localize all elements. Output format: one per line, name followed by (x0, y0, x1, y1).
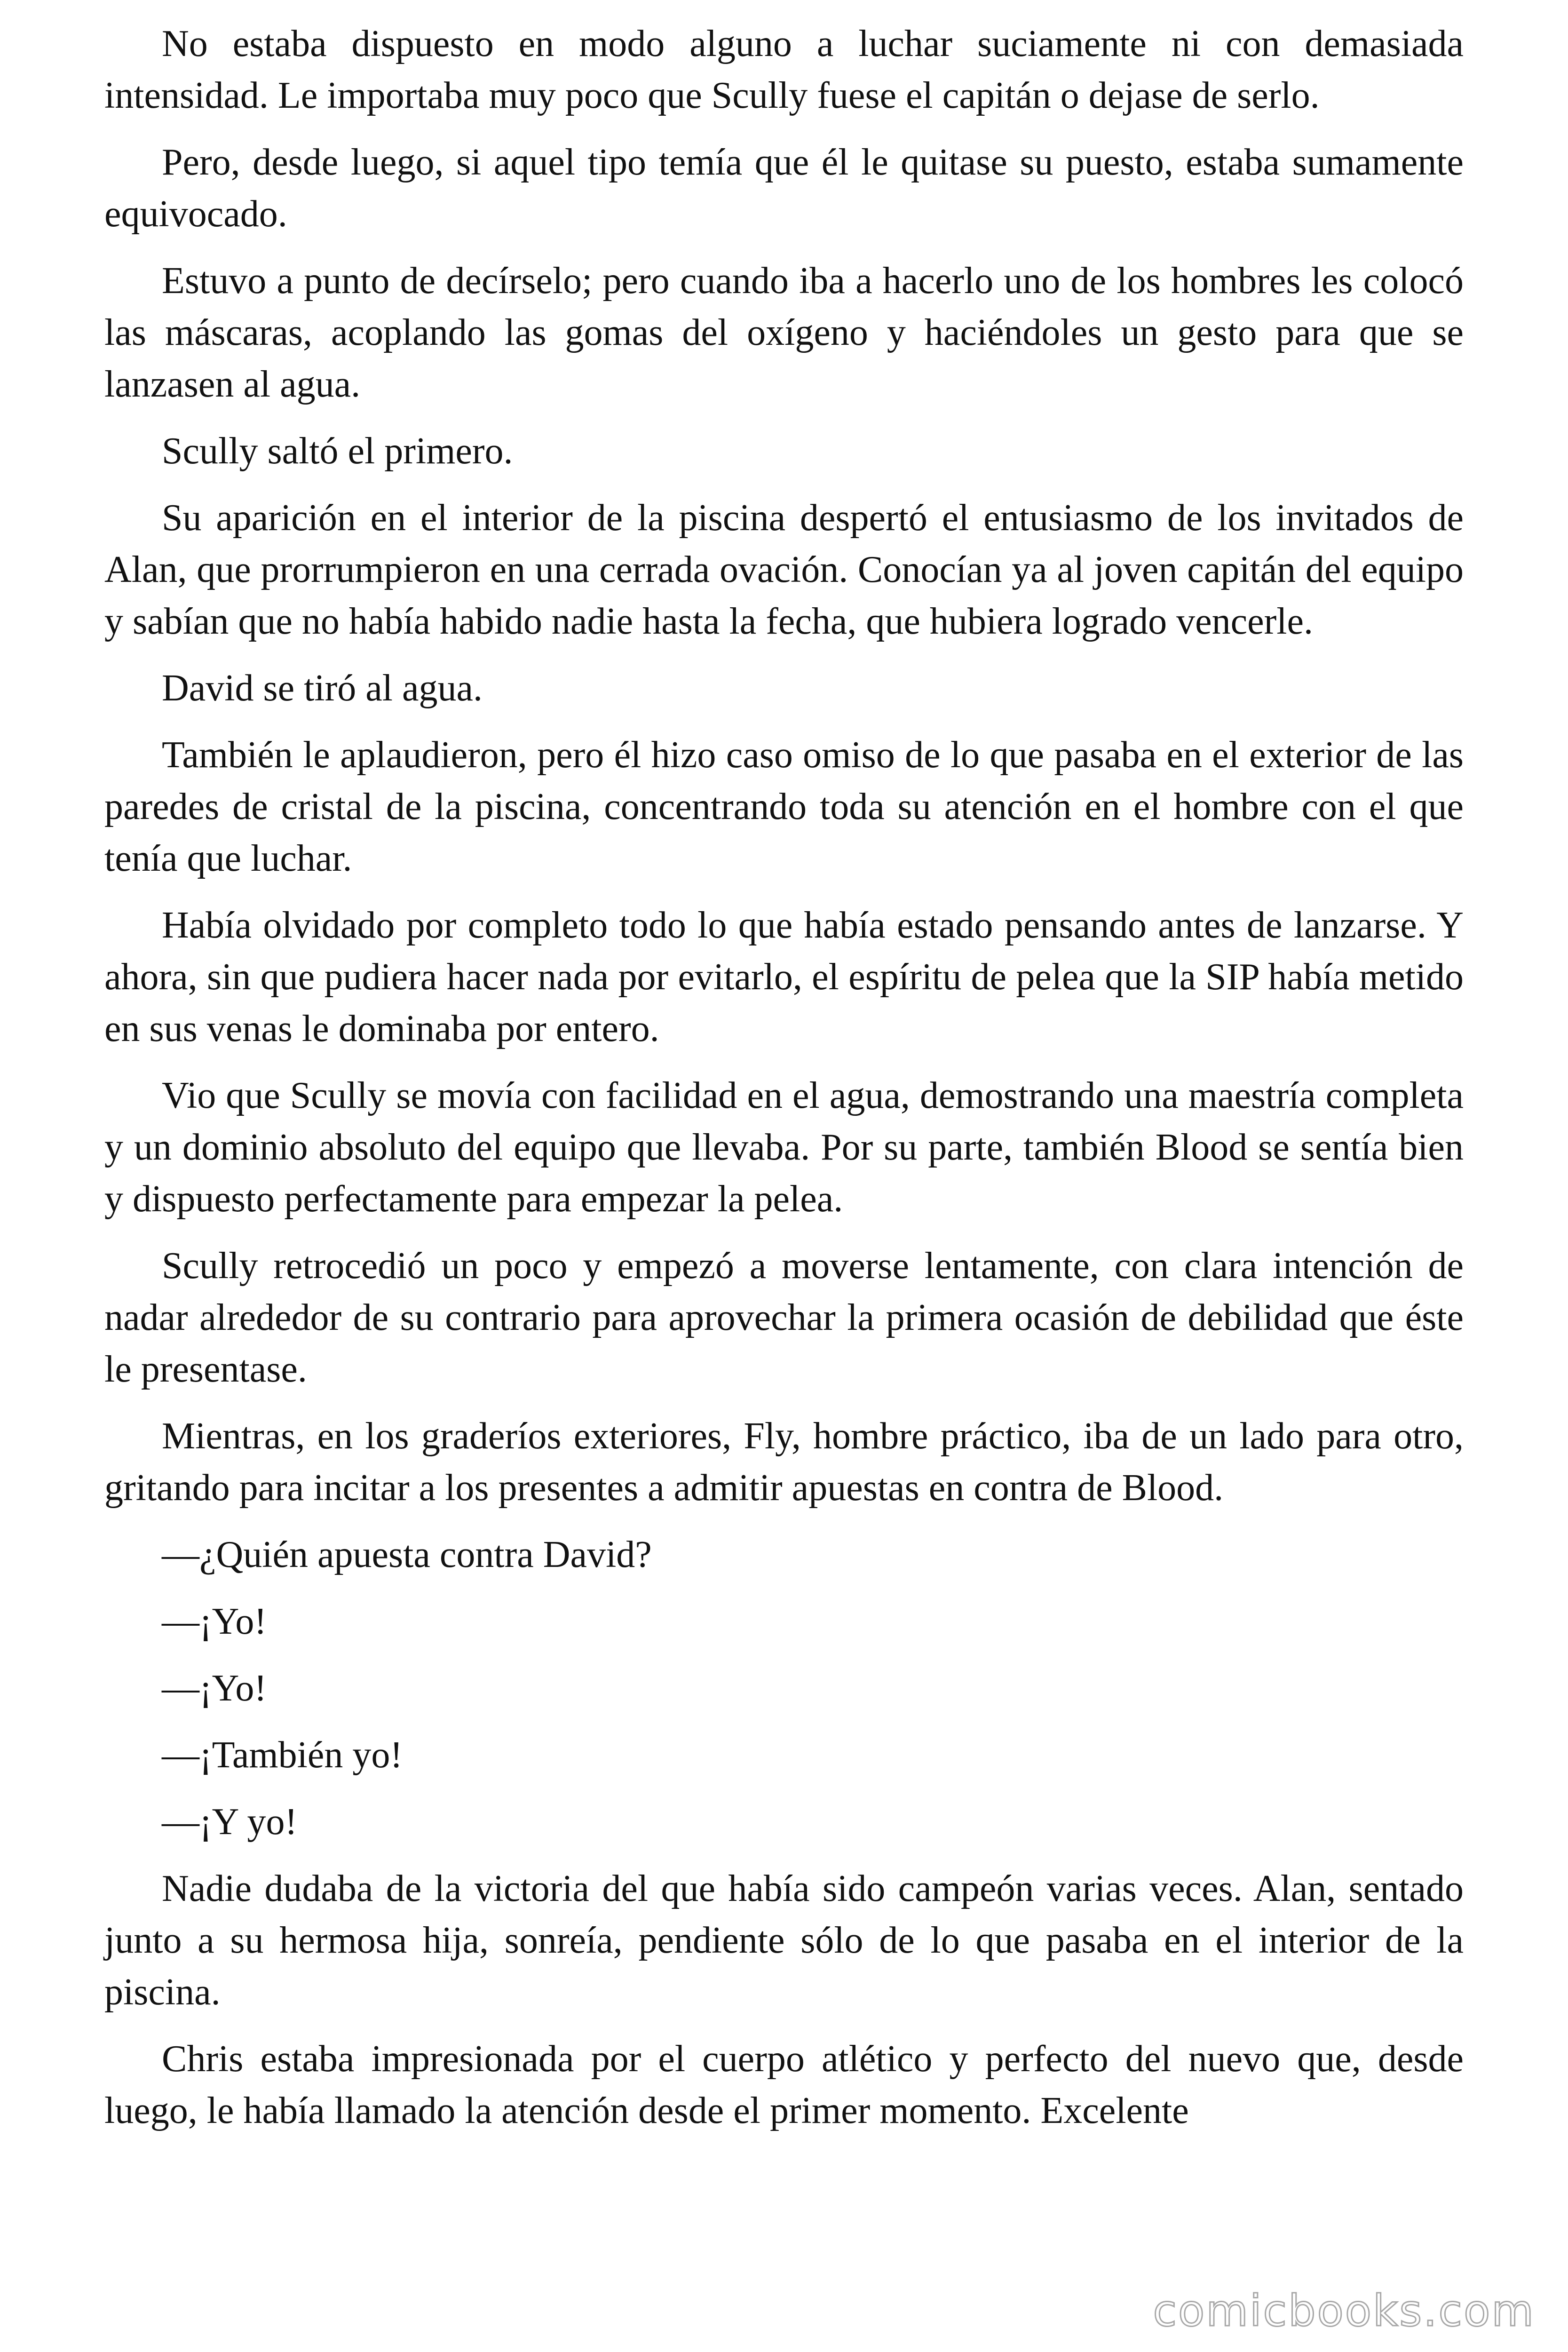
paragraph: También le aplaudieron, pero él hizo caso omiso de lo que pasaba en el exterior de las paredes de cristal de la piscina, concentrando toda su atención en el hombre con el que tenía que luchar. (104, 734, 1464, 879)
paragraph: Su aparición en el interior de la piscina despertó el entusiasmo de los invitados de Alan, que prorrumpieron en una cerrada ovación. Conocían ya al joven capitán del equipo y sabían que no había habido nadie hasta la fecha, que hubiera logrado vencerle. (104, 497, 1464, 642)
dialogue-line: —¡Yo! (162, 1668, 267, 1709)
paragraph: Vio que Scully se movía con facilidad en el agua, demostrando una maestría completa y un dominio absoluto del equipo que llevaba. Por su parte, también Blood se sentía bien y dispuesto perfectamente para empezar la pelea. (104, 1075, 1464, 1220)
paragraph: Había olvidado por completo todo lo que había estado pensando antes de lanzarse. Y ahora, sin que pudiera hacer nada por evitarlo, el espíritu de pelea que la SIP había metido en sus venas le dominaba por entero. (104, 905, 1464, 1049)
paragraph: Scully saltó el primero. (162, 430, 513, 472)
paragraph: Pero, desde luego, si aquel tipo temía que él le quitase su puesto, estaba sumamente equivocado. (104, 142, 1464, 235)
dialogue-line: —¡Y yo! (162, 1801, 298, 1843)
dialogue-line: —¡Yo! (162, 1601, 267, 1642)
paragraph: Chris estaba impresionada por el cuerpo atlético y perfecto del nuevo que, desde luego, le había llamado la atención desde el primer momento. Excelente (104, 2038, 1464, 2131)
paragraph: Mientras, en los graderíos exteriores, Fly, hombre práctico, iba de un lado para otro, gritando para incitar a los presentes a admitir apuestas en contra de Blood. (104, 1415, 1464, 1509)
site-watermark: comicbooks.com (1153, 2286, 1535, 2336)
paragraph: Estuvo a punto de decírselo; pero cuando iba a hacerlo uno de los hombres les colocó las máscaras, acoplando las gomas del oxígeno y haciéndoles un gesto para que se lanzasen al agua. (104, 260, 1464, 405)
dialogue-line: —¡También yo! (162, 1734, 403, 1776)
paragraph: No estaba dispuesto en modo alguno a luchar suciamente ni con demasiada intensidad. Le importaba muy poco que Scully fuese el capitán o dejase de serlo. (104, 23, 1464, 116)
paragraph: Nadie dudaba de la victoria del que había sido campeón varias veces. Alan, sentado junto a su hermosa hija, sonreía, pendiente sólo de lo que pasaba en el interior de la piscina. (104, 1868, 1464, 2013)
book-page-text (104, 18, 1464, 2137)
dialogue-line: —¿Quién apuesta contra David? (162, 1534, 652, 1575)
paragraph: Scully retrocedió un poco y empezó a moverse lentamente, con clara intención de nadar alrededor de su contrario para aprovechar la primera ocasión de debilidad que éste le presentase. (104, 1245, 1464, 1390)
paragraph: David se tiró al agua. (162, 667, 483, 709)
